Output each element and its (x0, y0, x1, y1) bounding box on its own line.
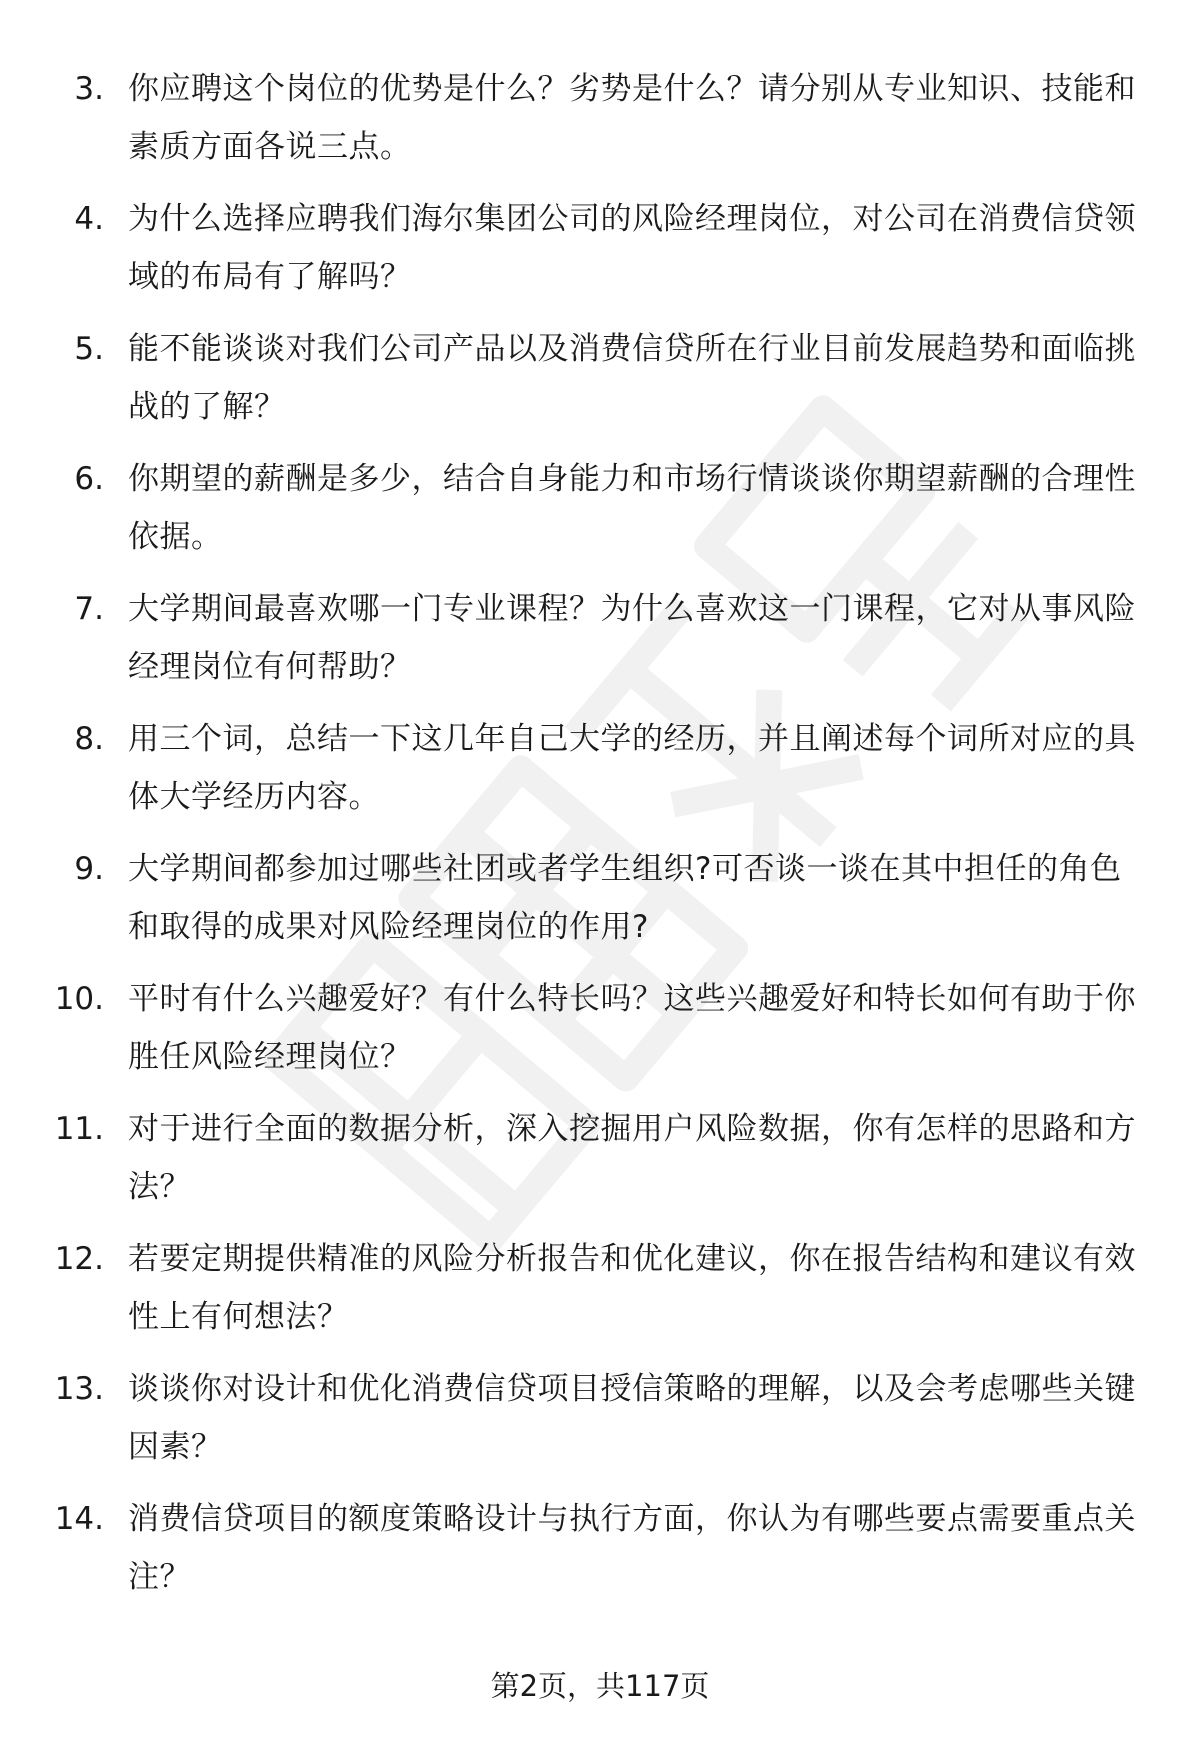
question-item-8 (0, 702, 1200, 832)
question-item-5 (0, 312, 1200, 442)
question-number: 3. (74, 71, 104, 107)
question-number: 6. (74, 461, 104, 497)
question-item-10 (0, 962, 1200, 1092)
question-text: 谈谈你对设计和优化消费信贷项目授信策略的理解，以及会考虑哪些关键因素？ (128, 1371, 1136, 1465)
question-text: 你应聘这个岗位的优势是什么？劣势是什么？请分别从专业知识、技能和素质方面各说三点。 (128, 71, 1136, 165)
question-number: 13. (54, 1371, 104, 1407)
question-item-14 (0, 1482, 1200, 1612)
question-number: 7. (74, 591, 104, 627)
question-text: 消费信贷项目的额度策略设计与执行方面，你认为有哪些要点需要重点关注？ (128, 1501, 1136, 1595)
question-text: 为什么选择应聘我们海尔集团公司的风险经理岗位，对公司在消费信贷领域的布局有了解吗？ (128, 201, 1136, 295)
question-item-12 (0, 1222, 1200, 1352)
question-text: 大学期间都参加过哪些社团或者学生组织?可否谈一谈在其中担任的角色和取得的成果对风险经理岗位的作用? (128, 851, 1122, 945)
question-item-9 (0, 832, 1200, 962)
question-text: 你期望的薪酬是多少，结合自身能力和市场行情谈谈你期望薪酬的合理性依据。 (128, 461, 1136, 555)
question-item-6 (0, 442, 1200, 572)
question-text: 平时有什么兴趣爱好？有什么特长吗？这些兴趣爱好和特长如何有助于你胜任风险经理岗位？ (128, 981, 1136, 1075)
question-item-7 (0, 572, 1200, 702)
question-number: 11. (54, 1111, 104, 1147)
question-item-3 (0, 52, 1200, 182)
question-text: 用三个词，总结一下这几年自己大学的经历，并且阐述每个词所对应的具体大学经历内容。 (128, 721, 1136, 815)
question-item-13 (0, 1352, 1200, 1482)
question-number: 10. (54, 981, 104, 1017)
question-list (0, 52, 1200, 1612)
question-item-11 (0, 1092, 1200, 1222)
question-item-4 (0, 182, 1200, 312)
question-number: 8. (74, 721, 104, 757)
question-text: 若要定期提供精准的风险分析报告和优化建议，你在报告结构和建议有效性上有何想法？ (128, 1241, 1136, 1335)
question-text: 对于进行全面的数据分析，深入挖掘用户风险数据，你有怎样的思路和方法？ (128, 1111, 1136, 1205)
page-number-footer: 第2页，共117页 (490, 1669, 710, 1703)
question-number: 14. (54, 1501, 104, 1537)
question-text: 能不能谈谈对我们公司产品以及消费信贷所在行业目前发展趋势和面临挑战的了解？ (128, 331, 1136, 425)
question-number: 9. (74, 851, 104, 887)
question-number: 12. (54, 1241, 104, 1277)
question-number: 5. (74, 331, 104, 367)
question-number: 4. (74, 201, 104, 237)
question-text: 大学期间最喜欢哪一门专业课程？为什么喜欢这一门课程，它对从事风险经理岗位有何帮助？ (128, 591, 1136, 685)
